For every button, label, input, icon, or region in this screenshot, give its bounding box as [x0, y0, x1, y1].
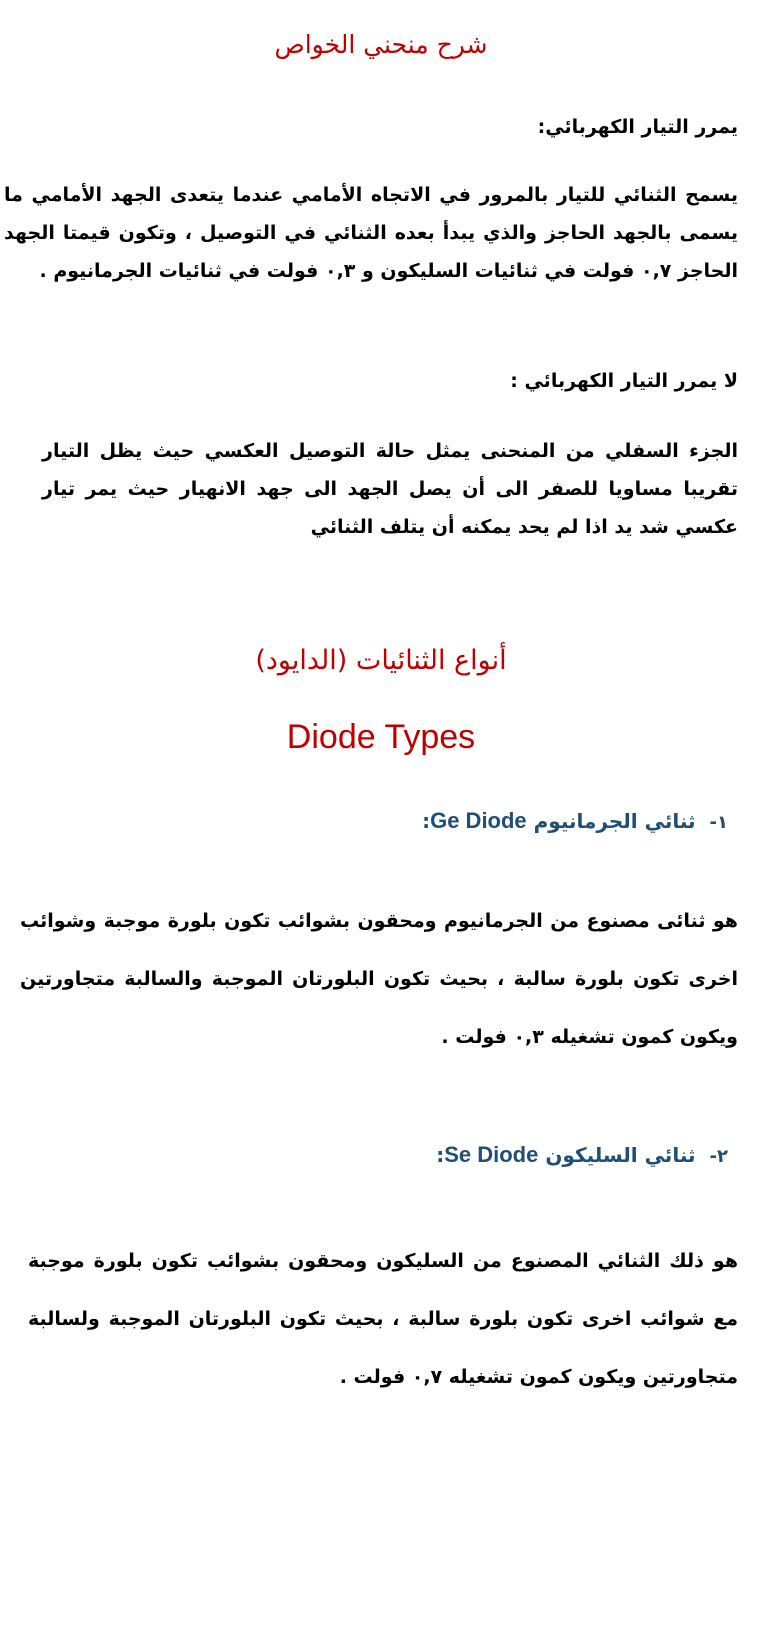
- list-item-label-ar: ثنائي السليكون Se Diode:: [436, 1142, 696, 1167]
- list-item-label-en: Ge Diode: [430, 808, 527, 833]
- types-title-english: Diode Types: [286, 718, 476, 756]
- list-item-se-diode: [436, 1142, 728, 1168]
- types-title-arabic: أنواع الثنائيات (الدايود): [255, 645, 507, 676]
- forward-heading: يمرر التيار الكهربائي:: [537, 116, 738, 138]
- list-item-label-en: Se Diode: [444, 1142, 539, 1167]
- se-diode-description: هو ذلك الثنائي المصنوع من السليكون ومحقون بشوائب تكون بلورة موجبة مع شوائب اخرى تكون بلورة سالبة ، بحيث تكون البلورتان الموجبة ولسالبة متجاورتين ويكون كمون تشغيله ٠,٧ فولت .: [28, 1250, 738, 1388]
- reverse-paragraph: الجزء السفلي من المنحنى يمثل حالة التوصيل العكسي حيث يظل التيار تقريبا مساويا للصفر الى أن يصل الجهد الى جهد الانهيار حيث يمر تيار عكسي شد يد اذا لم يحد يمكنه أن يتلف الثنائي: [42, 440, 738, 538]
- reverse-heading: لا يمرر التيار الكهربائي :: [510, 370, 738, 392]
- list-item-label-ar: ثنائي الجرمانيوم Ge Diode:: [422, 808, 696, 833]
- page-title: شرح منحني الخواص: [274, 30, 488, 59]
- forward-paragraph: يسمح الثنائي للتيار بالمرور في الاتجاه الأمامي عندما يتعدى الجهد الأمامي ما يسمى بالجهد الحاجز والذي يبدأ بعده الثنائي في التوصيل ، وتكون قيمتا الجهد الحاجز ٠,٧ فولت في ثنائيات السليكون و ٠,٣ فولت في ثنائيات الجرمانيوم .: [4, 184, 738, 282]
- list-item-ge-diode: [422, 808, 728, 834]
- list-item-number: ١-: [709, 812, 728, 833]
- list-item-number: ٢-: [709, 1146, 728, 1167]
- ge-diode-description: هو ثنائى مصنوع من الجرمانيوم ومحقون بشوائب تكون بلورة موجبة وشوائب اخرى تكون بلورة سالبة ، بحيث تكون البلورتان الموجبة والسالبة متجاورتين ويكون كمون تشغيله ٠,٣ فولت .: [20, 910, 738, 1048]
